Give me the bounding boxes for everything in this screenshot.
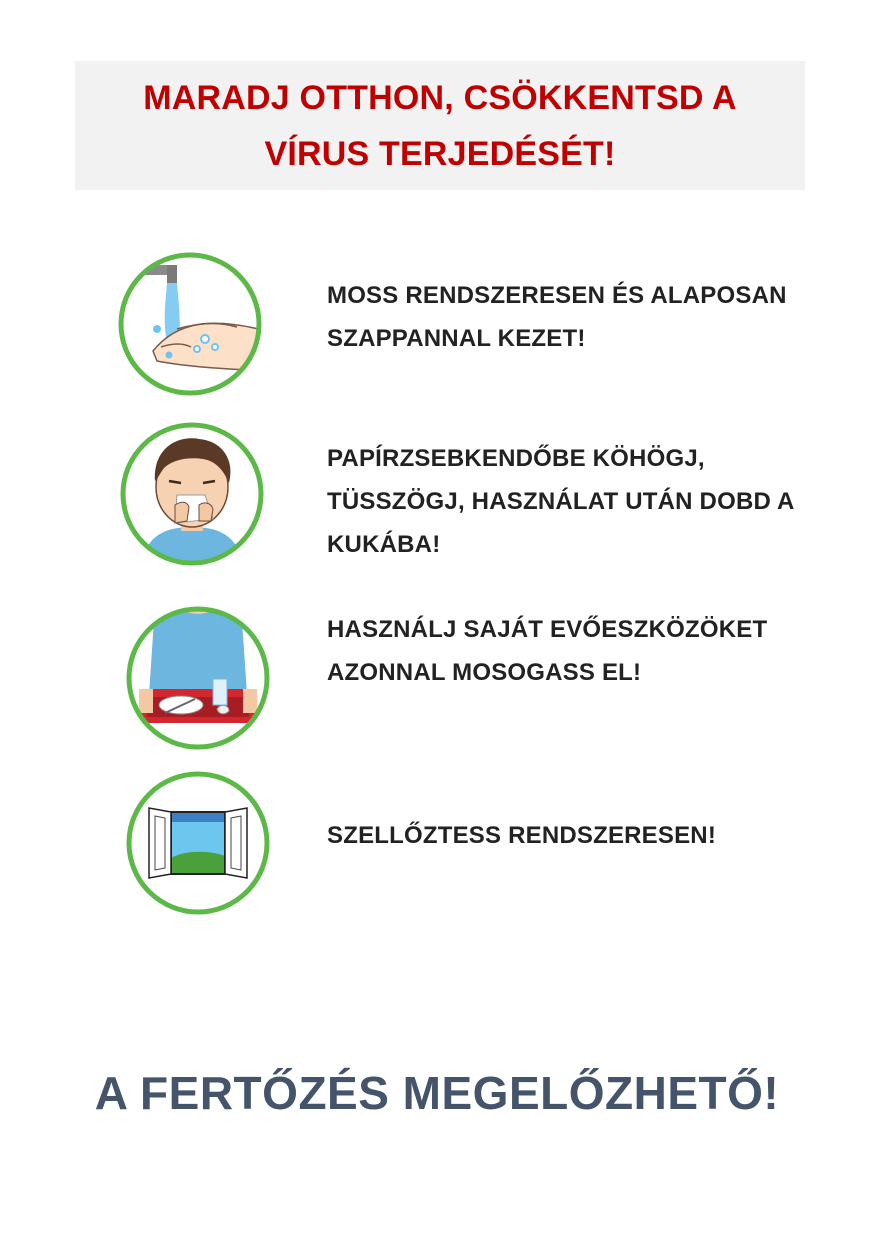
tip-handwash-text: MOSS RENDSZERESEN ÉS ALAPOSAN SZAPPANNAL KEZET!	[327, 282, 787, 352]
header-banner	[75, 61, 805, 190]
dishes-tray-icon	[125, 605, 271, 751]
handwash-icon	[117, 251, 263, 397]
tip-ventilate-text: SZELLŐZTESS RENDSZERESEN!	[327, 822, 717, 849]
sneeze-tissue-icon	[119, 421, 265, 567]
tip-utensils-text: HASZNÁLJ SAJÁT EVŐESZKÖZÖKET AZONNAL MOSOGASS EL!	[327, 616, 768, 686]
open-window-icon	[125, 770, 271, 916]
footer-slogan: A FERTŐZÉS MEGELŐZHETŐ!	[94, 1067, 780, 1119]
tip-tissue-text: PAPÍRZSEBKENDŐBE KÖHÖGJ, TÜSSZÖGJ, HASZNÁLAT UTÁN DOBD A KUKÁBA!	[327, 445, 794, 558]
page-title: MARADJ OTTHON, CSÖKKENTSD A VÍRUS TERJEDÉSÉT!	[143, 78, 737, 173]
